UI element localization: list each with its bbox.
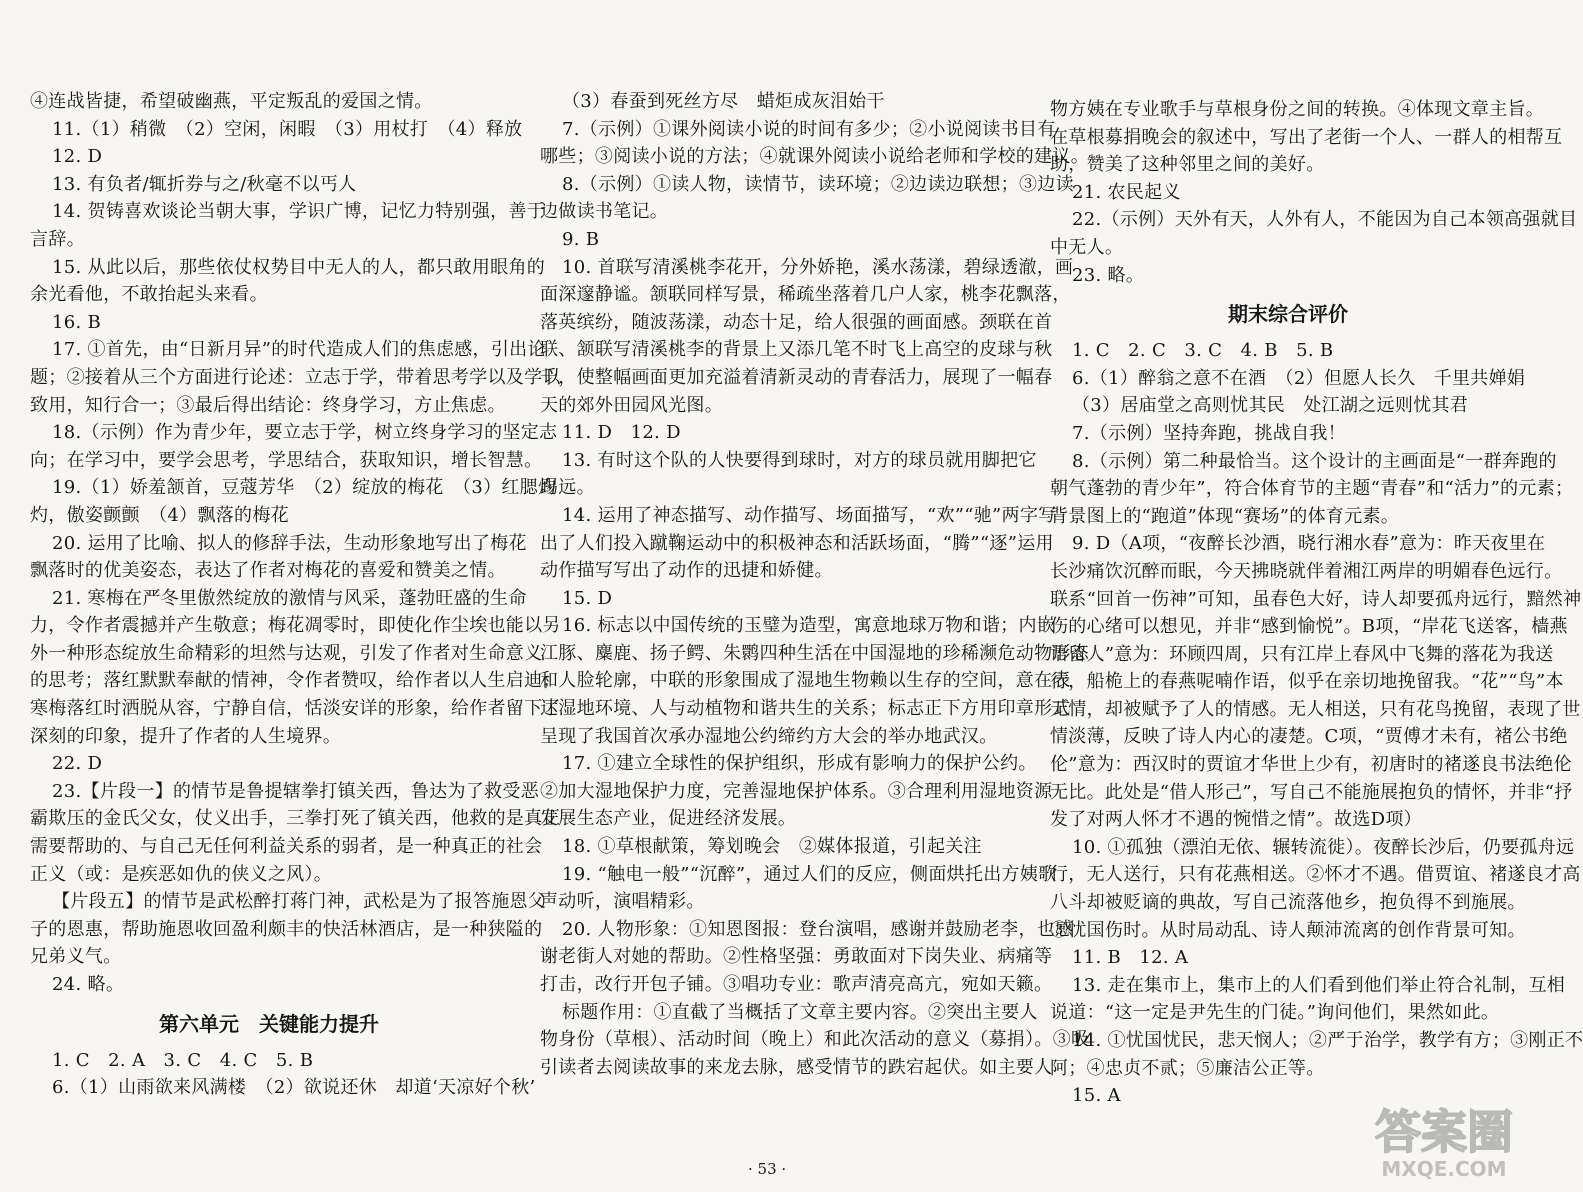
answer-line: 引读者去阅读故事的来龙去脉，感受情节的跌宕起伏。如主要人 bbox=[540, 1056, 1053, 1078]
answer-line: 伦”意为：西汉时的贾谊才华世上少有，初唐时的褚遂良书法绝伦 bbox=[1050, 754, 1572, 776]
answer-line: ②加大湿地保护力度，完善湿地保护体系。③合理利用湿地资源 bbox=[540, 780, 1053, 802]
answer-line: 外一种形态绽放生命精彩的坦然与达观，引发了作者对生命意义 bbox=[30, 642, 543, 664]
answer-line: 正义（或：是疾恶如仇的侠义之风）。 bbox=[30, 863, 333, 885]
answer-line: 13. 有时这个队的人快要得到球时，对方的球员就用脚把它 bbox=[562, 449, 1037, 471]
answer-line: 的思考；落红默默奉献的情神，令作者赞叹，给作者以人生启迪； bbox=[30, 670, 561, 692]
answer-line: 霸欺压的金氏父女，仗义出手，三拳打死了镇关西，他救的是真正 bbox=[30, 808, 561, 830]
answer-line: 标题作用：①直截了当概括了文章主要内容。②突出主要人 bbox=[562, 1001, 1038, 1023]
answer-line: 9. B bbox=[562, 228, 600, 250]
answer-line: 23.【片段一】的情节是鲁提辖拳打镇关西，鲁达为了救受恶 bbox=[52, 780, 540, 802]
answer-line: 7.（示例）坚持奔跑，挑战自我！ bbox=[1072, 422, 1346, 444]
answer-line: 踢远。 bbox=[540, 477, 595, 499]
answer-line: 20. 人物形象：①知恩图报：登台演唱，感谢并鼓励老李，也感 bbox=[562, 918, 1074, 940]
answer-line: 助，赞美了这种邻里之间的美好。 bbox=[1050, 154, 1325, 176]
answer-line: 伤的心绪可以想见，并非“感到愉悦”。B项，“岸花飞送客，樯燕 bbox=[1050, 616, 1568, 638]
answer-line: ④连战皆捷，希望破幽燕，平定叛乱的爱国之情。 bbox=[30, 91, 433, 112]
answer-line: 谢老街人对她的帮助。②性格坚强：勇敢面对下岗失业、病痛等 bbox=[540, 946, 1053, 968]
answer-line: 10. 首联写清溪桃李花开，分外娇艳，溪水荡漾，碧绿透澈，画 bbox=[562, 256, 1074, 278]
answer-line: 13. 有负者/辄折券与之/秋毫不以丐人 bbox=[52, 173, 357, 195]
answer-line: 和人脸轮廓，中联的形象围成了湿地生物赖以生存的空间，意在表 bbox=[540, 670, 1071, 692]
answer-line: 12. D bbox=[52, 146, 103, 168]
answer-line: 无情，却被赋予了人的情感。无人相送，只有花鸟挽留，表现了世 bbox=[1050, 698, 1581, 720]
answer-line: 灼，傲姿颤颤 （4）飘落的梅花 bbox=[30, 504, 289, 526]
answer-line: 致用，知行合一；③最后得出结论：终身学习，方止焦虑。 bbox=[30, 394, 506, 416]
svg-text:答案圈: 答案圈 bbox=[1375, 1105, 1513, 1159]
answer-line: 子的恩惠，帮助施恩收回盈利颇丰的快活林酒店，是一种狭隘的 bbox=[30, 918, 543, 940]
answer-line: 落英缤纷，随波荡漾，动态十足，给人很强的画面感。颈联在首 bbox=[540, 311, 1053, 333]
text-column-right bbox=[1050, 96, 1583, 1110]
answer-line: 6.（1）醉翁之意不在酒 （2）但愿人长久 千里共婵娟 bbox=[1072, 367, 1526, 389]
answer-line: 6.（1）山雨欲来风满楼 （2）欲说还休 却道‘天凉好个秋’ bbox=[52, 1077, 536, 1099]
answer-line: 13. 走在集市上，集市上的人们看到他们举止符合礼制，互相 bbox=[1072, 974, 1566, 996]
section-heading: 第六单元 关键能力提升 bbox=[159, 1011, 379, 1036]
answer-line: 寒梅落红时洒脱从容，宁静自信，恬淡安详的形象，给作者留下了 bbox=[30, 698, 561, 720]
answer-line: 联系“回首一伤神”可知，虽春色大好，诗人却要孤舟远行，黯然神 bbox=[1050, 588, 1582, 610]
answer-line: 达湿地环境、人与动植物和谐共生的关系；标志正下方用印章形式 bbox=[540, 698, 1071, 720]
answer-line: 需要帮助的、与自己无任何利益关系的弱者，是一种真正的社会 bbox=[30, 836, 543, 858]
answer-line: 八斗却被贬谪的典故，写自己流落他乡，抱负得不到施展。 bbox=[1050, 892, 1526, 914]
answer-line: 9. D（A项，“夜醉长沙酒，晓行湘水春”意为：昨天夜里在 bbox=[1072, 533, 1546, 555]
answer-line: 联、颔联写清溪桃李的背景上又添几笔不时飞上高空的皮球与秋 bbox=[540, 339, 1053, 361]
answer-line: 8.（示例）第二种最恰当。这个设计的主画面是“一群奔跑的 bbox=[1072, 450, 1557, 472]
answer-line: 打击，改行开包子铺。③唱功专业：歌声清亮高亢，宛如天籁。 bbox=[540, 974, 1053, 995]
answer-line: 物方姨在专业歌手与草根身份之间的转换。④体现文章主旨。 bbox=[1050, 99, 1545, 120]
text-column-left bbox=[30, 88, 561, 1102]
answer-line: 16. 标志以中国传统的玉璧为造型，寓意地球万物和谐；内嵌 bbox=[562, 615, 1056, 637]
answer-line: 17. ①建立全球性的保护组织，形成有影响力的保护公约。 bbox=[562, 753, 1037, 775]
answer-line: 发展生态产业，促进经济发展。 bbox=[540, 808, 797, 830]
answer-line: 面深邃静谧。颔联同样写景，稀疏坐落着几户人家，桃李花飘落， bbox=[540, 284, 1071, 306]
answer-line: 行，无人送行，只有花燕相送。②怀才不遇。借贾谊、褚遂良才高 bbox=[1050, 864, 1581, 886]
answer-line: 【片段五】的情节是武松醉打蒋门神，武松是为了报答施恩父 bbox=[52, 891, 547, 913]
answer-line: 14. ①忧国忧民，悲天悯人；②严于治学，教学有方；③刚正不 bbox=[1072, 1030, 1583, 1051]
answer-line: 10. ①孤独（漂泊无依、辗转流徙）。夜醉长沙后，仍要孤舟远 bbox=[1072, 836, 1575, 858]
answer-line: 11.（1）稍微 （2）空闲，闲暇 （3）用杖打 （4）释放 bbox=[52, 118, 523, 140]
answer-line: 兄弟义气。 bbox=[30, 946, 122, 968]
answer-line: 发了对两人怀才不遇的惋惜之情”。故选D项） bbox=[1050, 809, 1422, 831]
answer-line: 动作描写写出了动作的迅捷和娇健。 bbox=[540, 560, 833, 582]
answer-line: 8.（示例）①读人物，读情节，读环境；②边读边联想；③边读 bbox=[562, 173, 1074, 195]
answer-line: 1. C 2. A 3. C 4. C 5. B bbox=[52, 1049, 314, 1071]
answer-line: 24. 略。 bbox=[52, 974, 125, 995]
svg-text:MXQE.COM: MXQE.COM bbox=[1381, 1157, 1507, 1181]
answer-line: 深刻的印象，提升了作者的人生境界。 bbox=[30, 725, 342, 747]
answer-line: 力，令作者震撼并产生敬意；梅花凋零时，即使化作尘埃也能以另 bbox=[30, 615, 561, 637]
answer-line: 呈现了我国首次承办湿地公约缔约方大会的举办地武汉。 bbox=[540, 725, 998, 747]
answer-line: 向；在学习中，要学会思考，学思结合，获取知识，增长智慧。 bbox=[30, 449, 543, 471]
answer-line: 物身份（草根）、活动时间（晚上）和此次活动的意义（募捐）。③吸 bbox=[540, 1029, 1090, 1051]
answer-line: 15. A bbox=[1072, 1085, 1121, 1107]
answer-line: 15. D bbox=[562, 587, 613, 609]
answer-line: 23. 略。 bbox=[1072, 264, 1145, 286]
answer-line: 长沙痛饮沉醉而眠，今天拂晓就伴着湘江两岸的明媚春色远行。 bbox=[1050, 560, 1563, 582]
section-heading: 期末综合评价 bbox=[1228, 302, 1348, 327]
answer-line: 22.（示例）天外有天，人外有人，不能因为自己本领高强就目 bbox=[1072, 209, 1578, 231]
answer-line: 在草根募捐晚会的叙述中，写出了老街一个人、一群人的相帮互 bbox=[1050, 126, 1563, 148]
answer-line: 飘落时的优美姿态，表达了作者对梅花的喜爱和赞美之情。 bbox=[30, 560, 506, 582]
answer-line: 天的郊外田园风光图。 bbox=[540, 394, 723, 416]
answer-line: 无比。此处是“借人形己”，写自己不能施展抱负的情怀，并非“抒 bbox=[1050, 781, 1573, 803]
answer-line: ③忧国伤时。从时局动乱、诗人颠沛流离的创作背景可知。 bbox=[1050, 919, 1526, 941]
answer-line: 语留人”意为：环顾四周，只有江岸上春风中飞舞的落花为我送 bbox=[1050, 643, 1554, 665]
answer-line: 情淡薄，反映了诗人内心的凄楚。C项，“贾傅才未有，褚公书绝 bbox=[1050, 726, 1568, 748]
answer-line: 说道：“这一定是尹先生的门徒。”询问他们，果然如此。 bbox=[1050, 1002, 1500, 1024]
answer-line: 余光看他，不敢抬起头来看。 bbox=[30, 284, 268, 306]
answer-line: （3）春蚕到死丝方尽 蜡炬成灰泪始干 bbox=[562, 91, 885, 112]
answer-line: 21. 寒梅在严冬里傲然绽放的激情与风采，蓬勃旺盛的生命 bbox=[52, 587, 527, 609]
answer-line: 20. 运用了比喻、拟人的修辞手法，生动形象地写出了梅花 bbox=[52, 532, 527, 554]
answer-line: 1. C 2. C 3. C 4. B 5. B bbox=[1072, 340, 1334, 362]
page-number: · 53 · bbox=[748, 1160, 787, 1178]
answer-line: 15. 从此以后，那些依仗权势目中无人的人，都只敢用眼角的 bbox=[52, 256, 546, 278]
answer-line: 21. 农民起义 bbox=[1072, 181, 1181, 203]
watermark-logo bbox=[1364, 1096, 1524, 1184]
answer-line: 19.（1）娇羞颔首，豆蔻芳华 （2）绽放的梅花 （3）红腮灼 bbox=[52, 477, 557, 499]
answer-line: 千，使整幅画面更加充溢着清新灵动的青春活力，展现了一幅春 bbox=[540, 366, 1053, 388]
answer-line: 14. 贺铸喜欢谈论当朝大事，学识广博，记忆力特别强，善于 bbox=[52, 201, 546, 223]
answer-line: 19. “触电一般”“沉醉”，通过人们的反应，侧面烘托出方姨歌 bbox=[562, 863, 1057, 885]
answer-line: 边做读书笔记。 bbox=[540, 201, 669, 223]
watermark-graphic bbox=[1364, 1096, 1524, 1184]
answer-line: 22. D bbox=[52, 753, 103, 775]
answer-line: 14. 运用了神态描写、动作描写、场面描写，“欢”“驰”两字写 bbox=[562, 504, 1057, 526]
answer-line: 言辞。 bbox=[30, 228, 85, 250]
answer-line: 11. D 12. D bbox=[562, 422, 681, 444]
answer-line: 17. ①首先，由“日新月异”的时代造成人们的焦虑感，引出论 bbox=[52, 339, 546, 361]
answer-line: 7.（示例）①课外阅读小说的时间有多少；②小说阅读书目有 bbox=[562, 118, 1056, 140]
answer-line: 出了人们投入蹴鞠运动中的积极神态和活跃场面，“腾”“逐”运用 bbox=[540, 532, 1054, 554]
answer-line: 18.（示例）作为青少年，要立志于学，树立终身学习的坚定志 bbox=[52, 422, 558, 444]
answer-line: 哪些；③阅读小说的方法；④就课外阅读小说给老师和学校的建议。 bbox=[540, 146, 1089, 168]
answer-line: 题；②接着从三个方面进行论述：立志于学，带着思考学以及学以 bbox=[30, 366, 561, 388]
answer-line: 朝气蓬勃的青少年”，符合体育节的主题“青春”和“活力”的元素； bbox=[1050, 478, 1574, 500]
answer-line: 背景图上的“跑道”体现“赛场”的体育元素。 bbox=[1050, 505, 1400, 527]
answer-line: 阿；④忠贞不贰；⑤廉洁公正等。 bbox=[1050, 1057, 1325, 1079]
answer-line: 中无人。 bbox=[1050, 236, 1124, 258]
answer-line: 声动听，演唱精彩。 bbox=[540, 891, 705, 913]
answer-line: 11. B 12. A bbox=[1072, 947, 1189, 969]
answer-line: （3）居庙堂之高则忧其民 处江湖之远则忧其君 bbox=[1072, 395, 1469, 417]
answer-line: 18. ①草根献策，筹划晚会 ②媒体报道，引起关注 bbox=[562, 836, 982, 858]
answer-line: 16. B bbox=[52, 311, 102, 333]
answer-line: 行，船桅上的春燕呢喃作语，似乎在亲切地挽留我。“花”“鸟”本 bbox=[1050, 671, 1564, 693]
answer-line: 江豚、麋鹿、扬子鳄、朱鹮四种生活在中国湿地的珍稀濒危动物形态 bbox=[540, 642, 1089, 664]
